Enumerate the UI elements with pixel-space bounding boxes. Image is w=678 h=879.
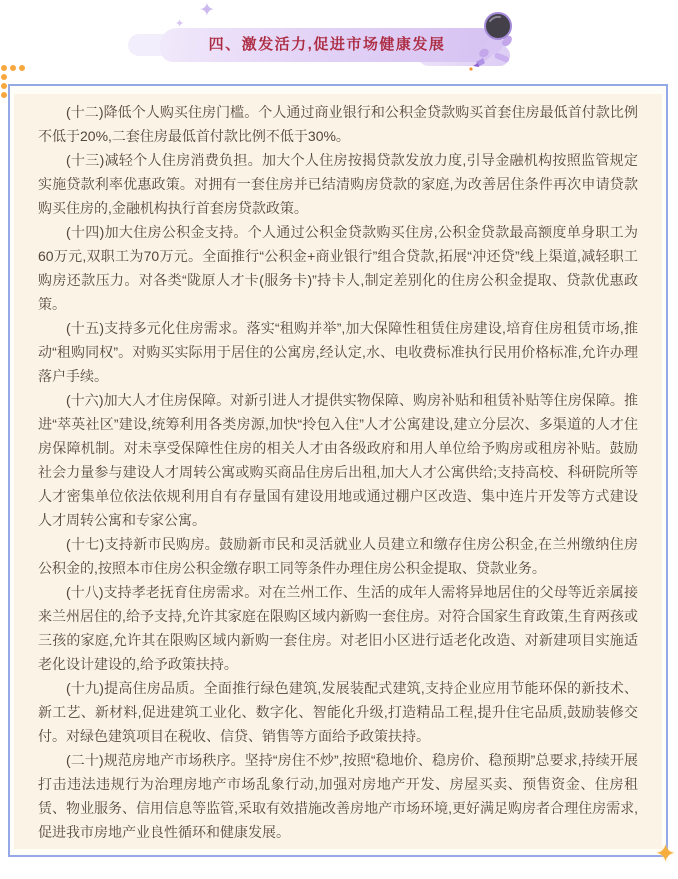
policy-paragraph-12: (十二)降低个人购买住房门槛。个人通过商业银行和公积金贷款购买首套住房最低首付款比例不低于20%,二套住房最低首付款比例不低于30%。 (38, 104, 638, 144)
sparkle-icon: ✦ (175, 18, 185, 30)
policy-content-box (8, 84, 668, 857)
corner-dot (1, 74, 7, 80)
astronaut-icon (466, 6, 530, 72)
section-header (0, 0, 678, 84)
policy-text-area (14, 94, 662, 849)
policy-paragraph-18: (十八)支持孝老抚育住房需求。对在兰州工作、生活的成年人需将异地居住的父母等近亲属接来兰州居住的,给予支持,允许其家庭在限购区域内新购一套住房。对符合国家生育政策,生育两孩或三孩的家庭,允许其在限购区域内新购一套住房。对老旧小区进行适老化改造、对新建项目实施适老化设计建设的,给予政策扶持。 (38, 584, 638, 672)
corner-star-icon: ✦ (655, 840, 676, 868)
policy-paragraph-13: (十三)减轻个人住房消费负担。加大个人住房按揭贷款发放力度,引导金融机构按照监管规定实施贷款利率优惠政策。对拥有一套住房并已结清购房贷款的家庭,为改善居住条件再次申请贷款购买住房的,金融机构执行首套房贷款政策。 (38, 152, 638, 216)
corner-dot (1, 83, 7, 89)
policy-paragraph-20: (二十)规范房地产市场秩序。坚持“房住不炒”,按照“稳地价、稳房价、稳预期”总要求,持续开展打击违法违规行为治理房地产市场乱象行动,加强对房地产开发、房屋买卖、预售资金、住房租赁、物业服务、信用信息等监管,采取有效措施改善房地产市场环境,更好满足购房者合理住房需求,促进我市房地产业良性循环和健康发展。 (38, 752, 638, 840)
corner-dot (1, 92, 7, 98)
policy-paragraph-14: (十四)加大住房公积金支持。个人通过公积金贷款购买住房,公积金贷款最高额度单身职工为60万元,双职工为70万元。全面推行“公积金+商业银行”组合贷款,拓展“冲还贷”线上渠道,减轻职工购房还款压力。对各类“陇原人才卡(服务卡)”持卡人,制定差别化的住房公积金提取、贷款优惠政策。 (38, 224, 638, 312)
policy-paragraph-16: (十六)加大人才住房保障。对新引进人才提供实物保障、购房补贴和租赁补贴等住房保障。推进“萃英社区”建设,统筹利用各类房源,加快“拎包入住”人才公寓建设,建立分层次、多渠道的人才住房保障机制。对未享受保障性住房的相关人才由各级政府和用人单位给予购房或租房补贴。鼓励社会力量参与建设人才周转公寓或购买商品住房后出租,加大人才公寓供给;支持高校、科研院所等人才密集单位依法依规利用自有存量国有建设用地或通过棚户区改造、集中连片开发等方式建设人才周转公寓和专家公寓。 (38, 392, 638, 528)
corner-dot (19, 65, 25, 71)
corner-dot (10, 65, 16, 71)
sparkle-icon: ✦ (199, 0, 215, 21)
policy-paragraph-17: (十七)支持新市民购房。鼓励新市民和灵活就业人员建立和缴存住房公积金,在兰州缴纳住房公积金的,按照本市住房公积金缴存职工同等条件办理住房公积金提取、贷款业务。 (38, 536, 638, 576)
policy-paragraph-15: (十五)支持多元化住房需求。落实“租购并举”,加大保障性租赁住房建设,培育住房租赁市场,推动“租购同权”。对购买实际用于居住的公寓房,经认定,水、电收费标准执行民用价格标准,允许办理落户手续。 (38, 320, 638, 384)
policy-paragraph-19: (十九)提高住房品质。全面推行绿色建筑,发展装配式建筑,支持企业应用节能环保的新技术、新工艺、新材料,促进建筑工业化、数字化、智能化升级,打造精品工程,提升住宅品质,鼓励装修交付。对绿色建筑项目在税收、信贷、销售等方面给予政策扶持。 (38, 680, 638, 744)
corner-dot (1, 65, 7, 71)
section-title: 四、激发活力,促进市场健康发展 (208, 36, 446, 53)
